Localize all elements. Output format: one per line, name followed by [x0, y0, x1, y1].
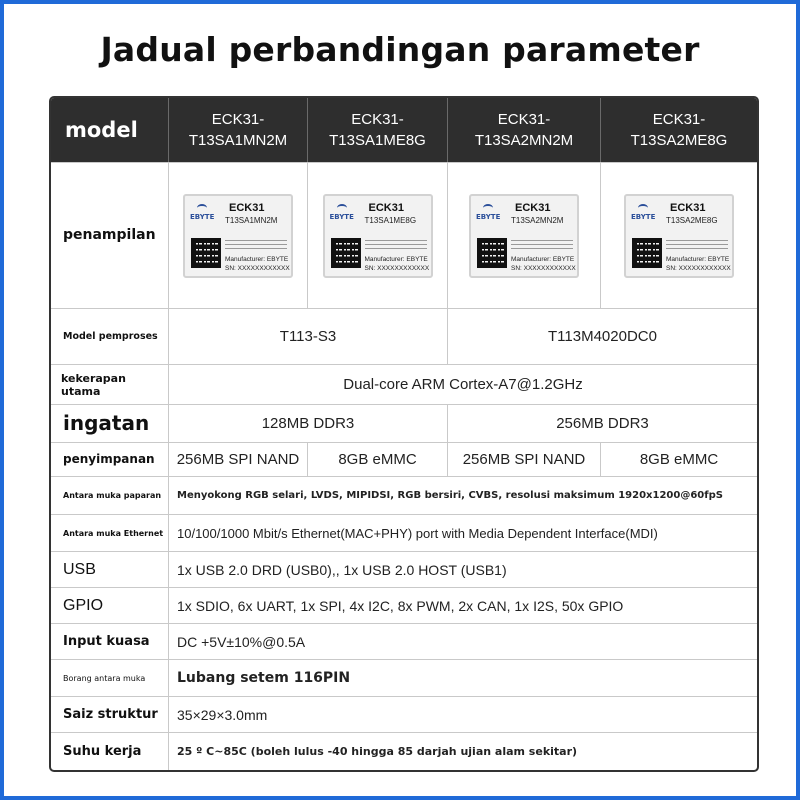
row-storage	[51, 442, 757, 476]
row-memory	[51, 404, 757, 442]
row-appearance	[51, 162, 757, 308]
qr-code-icon	[477, 238, 507, 268]
storage-value-3: 256MB SPI NAND	[447, 443, 600, 476]
chip-name: ECK31	[368, 201, 404, 214]
chip-manufacturer: Manufacturer: EBYTE	[364, 255, 428, 263]
spec-text-lines	[666, 240, 728, 252]
row-ethernet	[51, 514, 757, 551]
ebyte-logo-icon: EBYTE	[631, 204, 655, 221]
header-model-2: ECK31- T13SA1ME8G	[307, 98, 447, 162]
frequency-value: Dual-core ARM Cortex-A7@1.2GHz	[168, 365, 757, 404]
size-value: 35×29×3.0mm	[168, 697, 757, 732]
ebyte-logo-icon: EBYTE	[476, 204, 500, 221]
memory-value-1: 128MB DDR3	[168, 405, 447, 442]
table-header	[51, 98, 757, 162]
storage-value-2: 8GB eMMC	[307, 443, 447, 476]
storage-value-1: 256MB SPI NAND	[168, 443, 307, 476]
memory-value-2: 256MB DDR3	[447, 405, 757, 442]
row-processor	[51, 308, 757, 364]
chip-sn: SN: XXXXXXXXXXXX	[511, 264, 576, 272]
module-image-1	[183, 194, 293, 278]
row-label-interface-form: Borang antara muka	[63, 673, 146, 683]
spec-text-lines	[365, 240, 427, 252]
row-size	[51, 696, 757, 732]
qr-code-icon	[191, 238, 221, 268]
page-title: Jadual perbandingan parameter	[100, 30, 700, 69]
chip-manufacturer: Manufacturer: EBYTE	[666, 255, 730, 263]
ebyte-logo-icon: EBYTE	[330, 204, 354, 221]
parameter-table	[49, 96, 759, 772]
qr-code-icon	[331, 238, 361, 268]
row-label-processor: Model pemproses	[63, 331, 158, 342]
chip-manufacturer: Manufacturer: EBYTE	[511, 255, 575, 263]
chip-cell-4	[600, 163, 757, 308]
module-image-4	[624, 194, 734, 278]
header-model-4: ECK31- T13SA2ME8G	[600, 98, 757, 162]
spec-text-lines	[511, 240, 573, 252]
row-power	[51, 623, 757, 659]
interface-form-value: Lubang setem 116PIN	[168, 660, 757, 696]
row-label-power: Input kuasa	[63, 634, 150, 649]
processor-value-1: T113-S3	[168, 309, 447, 364]
row-interface-form	[51, 659, 757, 696]
gpio-value: 1x SDIO, 6x UART, 1x SPI, 4x I2C, 8x PWM, 2x CAN, 1x I2S, 50x GPIO	[168, 588, 757, 623]
row-label-memory: ingatan	[63, 411, 150, 435]
chip-model: T13SA1MN2M	[225, 215, 278, 225]
chip-cell-2	[307, 163, 447, 308]
chip-name: ECK31	[670, 201, 706, 214]
chip-sn: SN: XXXXXXXXXXXX	[364, 264, 430, 272]
row-label-storage: penyimpanan	[63, 452, 155, 466]
chip-model: T13SA1ME8G	[364, 215, 417, 225]
display-value: Menyokong RGB selari, LVDS, MIPIDSI, RGB bersiri, CVBS, resolusi maksimum 1920x1200@60fpS	[168, 477, 757, 514]
qr-code-icon	[632, 238, 662, 268]
module-image-3	[469, 194, 579, 278]
header-model-label: model	[65, 117, 138, 142]
row-label-frequency: kekerapan utama	[61, 371, 126, 398]
ebyte-logo-icon: EBYTE	[190, 204, 214, 221]
chip-model: T13SA2ME8G	[666, 215, 718, 225]
chip-name: ECK31	[229, 201, 265, 214]
row-gpio	[51, 587, 757, 623]
chip-manufacturer: Manufacturer: EBYTE	[225, 255, 289, 263]
processor-value-2: T113M4020DC0	[447, 309, 757, 364]
header-model-1: ECK31- T13SA1MN2M	[168, 98, 307, 162]
temperature-value: 25 º C~85C (boleh lulus -40 hingga 85 darjah ujian alam sekitar)	[168, 733, 757, 770]
chip-sn: SN: XXXXXXXXXXXX	[666, 264, 731, 272]
row-label-temperature: Suhu kerja	[63, 744, 142, 759]
module-image-2	[323, 194, 433, 278]
row-label-size: Saiz struktur	[63, 707, 158, 722]
ethernet-value: 10/100/1000 Mbit/s Ethernet(MAC+PHY) port with Media Dependent Interface(MDI)	[168, 515, 757, 551]
chip-cell-1	[168, 163, 307, 308]
row-frequency	[51, 364, 757, 404]
row-label-ethernet: Antara muka Ethernet	[63, 528, 164, 538]
row-display	[51, 476, 757, 514]
usb-value: 1x USB 2.0 DRD (USB0),, 1x USB 2.0 HOST (USB1)	[168, 552, 757, 587]
chip-sn: SN: XXXXXXXXXXXX	[225, 264, 290, 272]
header-model-3: ECK31- T13SA2MN2M	[447, 98, 600, 162]
chip-cell-3	[447, 163, 600, 308]
row-label-gpio: GPIO	[63, 597, 104, 614]
row-label-display: Antara muka paparan	[63, 491, 162, 500]
storage-value-4: 8GB eMMC	[600, 443, 757, 476]
power-value: DC +5V±10%@0.5A	[168, 624, 757, 659]
row-label-usb: USB	[63, 561, 96, 578]
spec-text-lines	[225, 240, 287, 252]
chip-name: ECK31	[515, 201, 551, 214]
chip-model: T13SA2MN2M	[511, 215, 564, 225]
row-temperature	[51, 732, 757, 770]
row-usb	[51, 551, 757, 587]
row-label-appearance: penampilan	[63, 227, 156, 243]
